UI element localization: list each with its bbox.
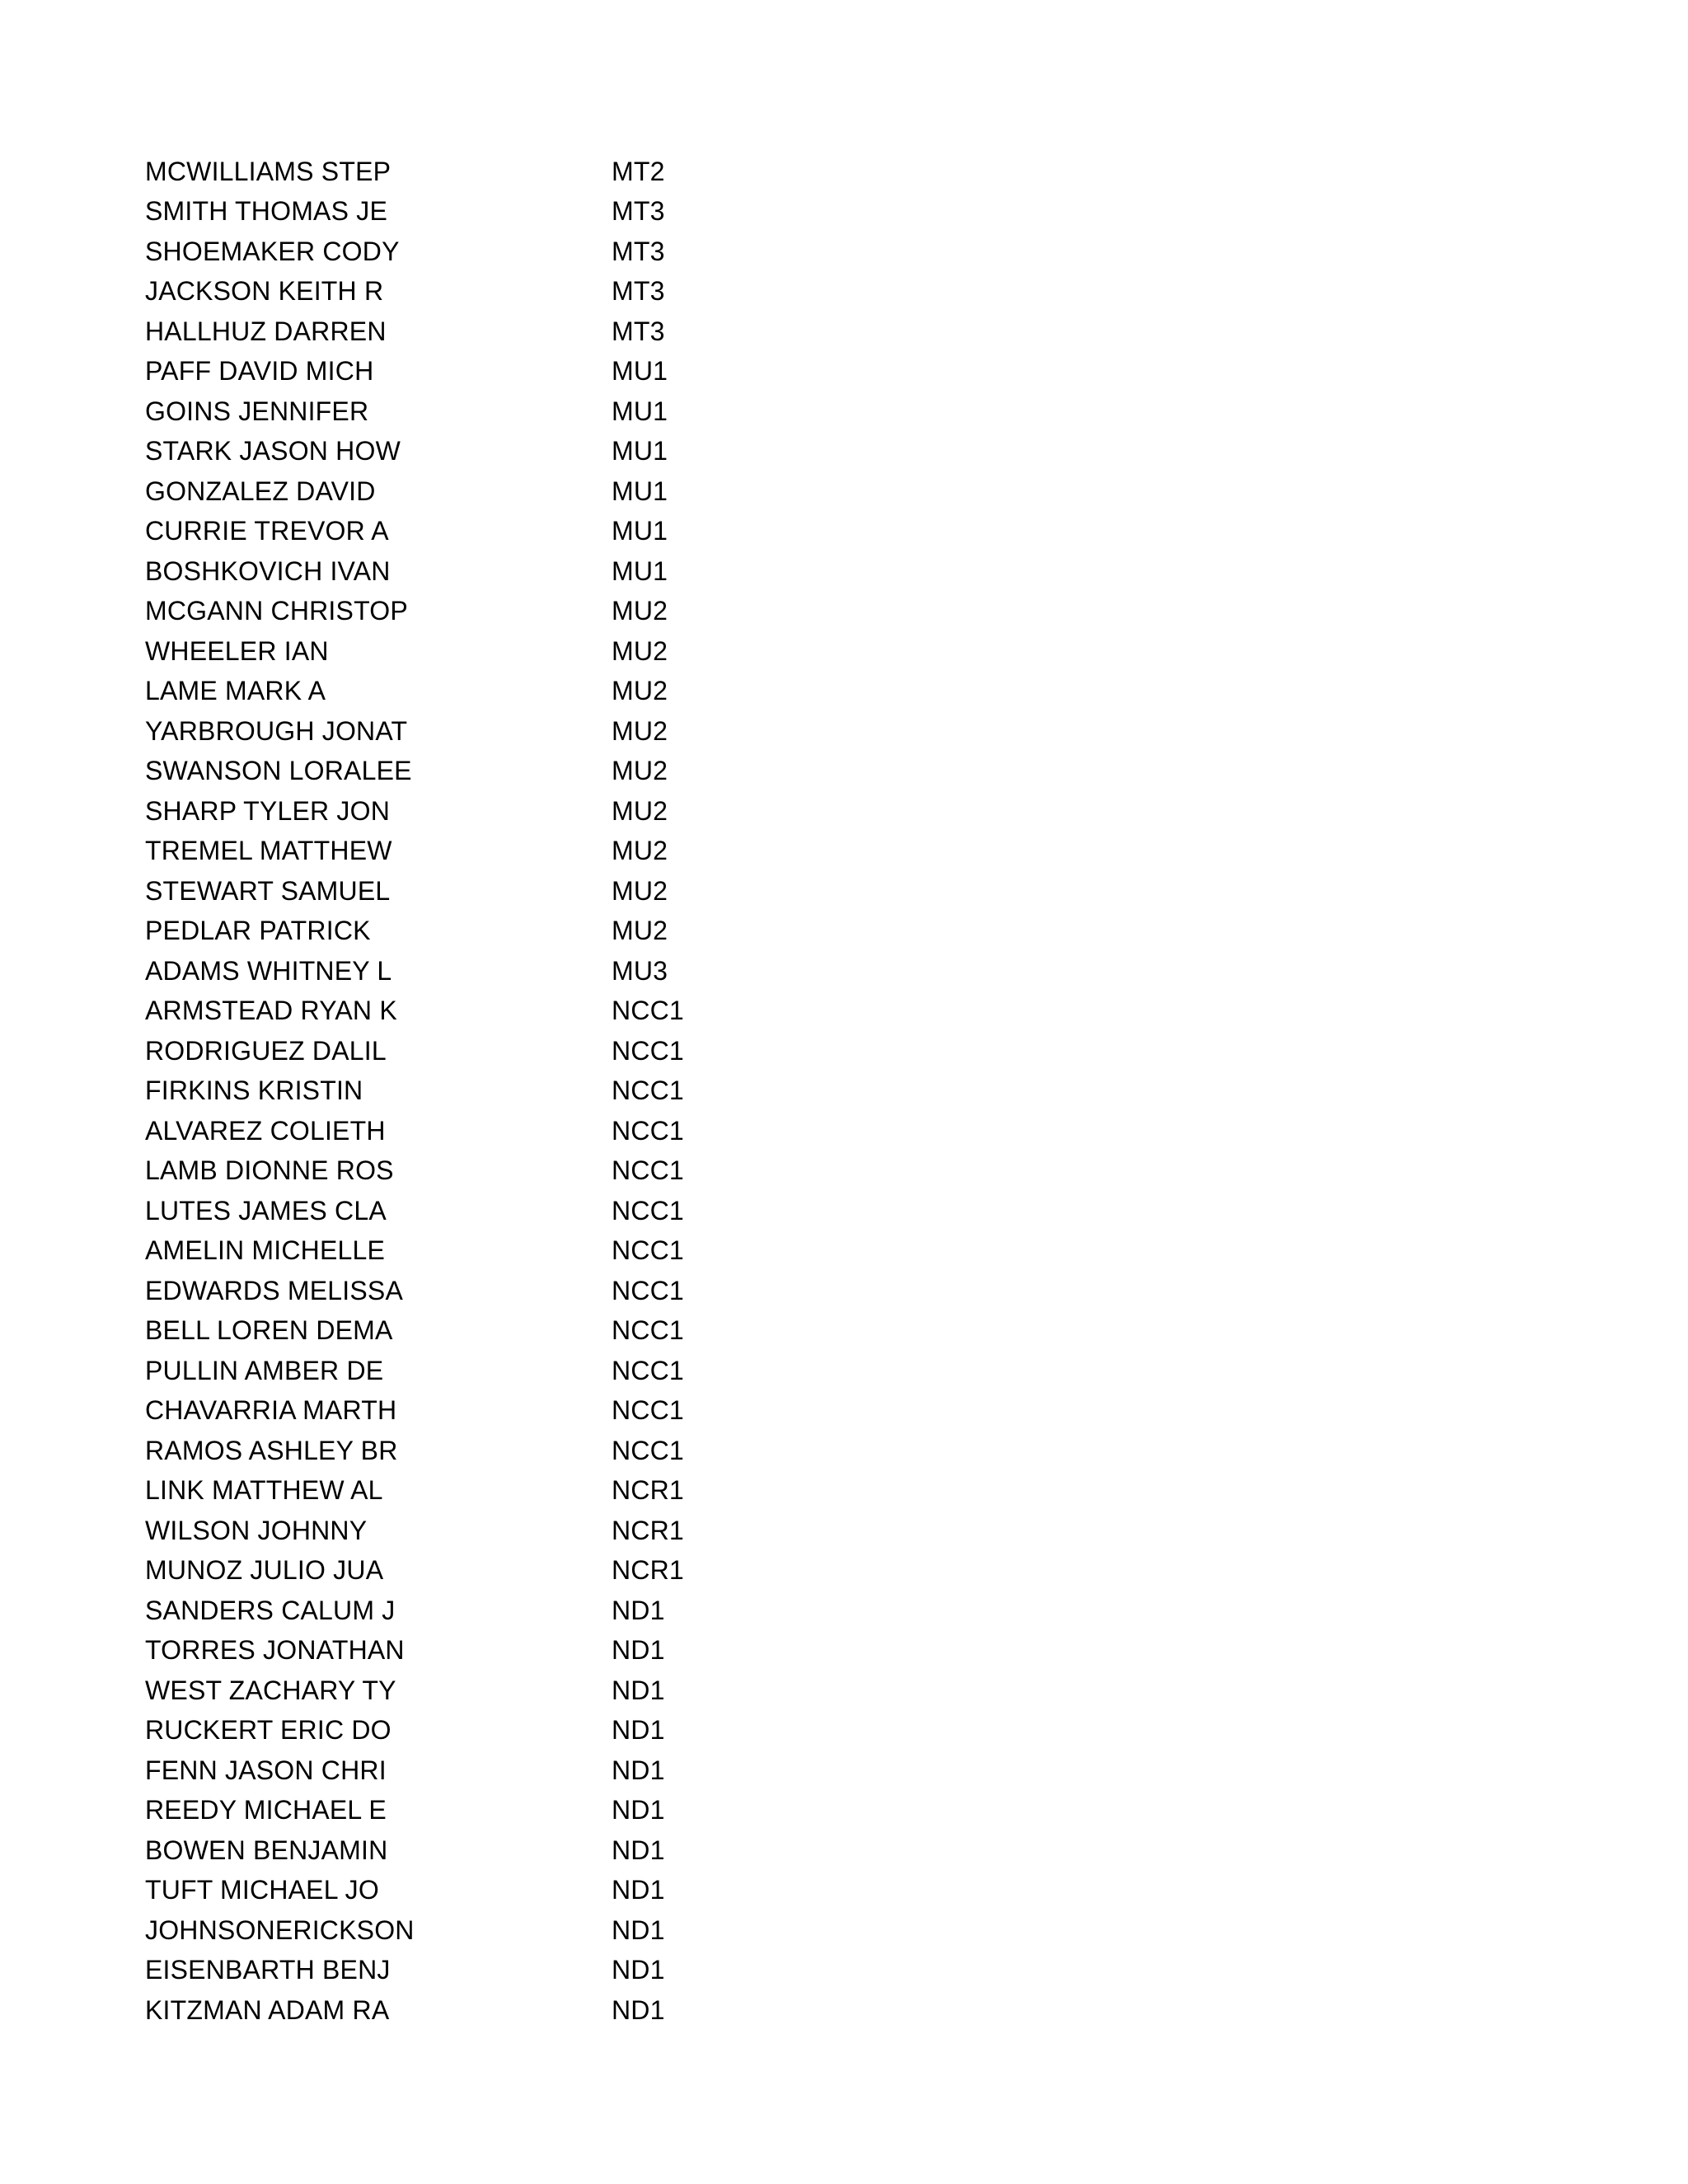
person-name: AMELIN MICHELLE (145, 1235, 386, 1266)
person-name: JACKSON KEITH R (145, 276, 384, 307)
rating-code: NCC1 (612, 1155, 684, 1186)
person-name: PEDLAR PATRICK (145, 916, 371, 946)
rating-code: MT3 (612, 276, 665, 307)
person-name: WILSON JOHNNY (145, 1515, 368, 1545)
list-row (145, 1311, 887, 1352)
list-row (145, 631, 887, 672)
rating-code: NCC1 (612, 1115, 684, 1146)
rating-code: NCR1 (612, 1475, 684, 1506)
list-row (145, 1711, 887, 1751)
list-row (145, 711, 887, 752)
rating-code: MU2 (612, 836, 668, 866)
list-row (145, 1551, 887, 1591)
list-row (145, 1391, 887, 1432)
rating-code: ND1 (612, 1955, 665, 1985)
list-row (145, 192, 887, 232)
list-row (145, 232, 887, 272)
person-name: MCWILLIAMS STEP (145, 156, 392, 186)
person-name: WHEELER IAN (145, 635, 329, 666)
person-name: ARMSTEAD RYAN K (145, 996, 397, 1026)
person-name: YARBROUGH JONAT (145, 715, 408, 746)
list-row (145, 1111, 887, 1151)
list-row (145, 1471, 887, 1511)
list-row (145, 1951, 887, 1991)
list-row (145, 1151, 887, 1192)
rating-code: ND1 (612, 1915, 665, 1945)
person-name: BOWEN BENJAMIN (145, 1835, 388, 1865)
rating-code: ND1 (612, 1835, 665, 1865)
rating-code: MT3 (612, 316, 665, 346)
list-row (145, 912, 887, 952)
person-name: PULLIN AMBER DE (145, 1355, 384, 1385)
person-name: CURRIE TREVOR A (145, 516, 389, 546)
rating-code: NCR1 (612, 1515, 684, 1545)
list-row (145, 752, 887, 792)
rating-code: NCC1 (612, 1395, 684, 1426)
person-name: SMITH THOMAS JE (145, 196, 387, 227)
rating-code: MT2 (612, 156, 665, 186)
rating-code: MU2 (612, 635, 668, 666)
rating-code: NCC1 (612, 1275, 684, 1305)
list-row (145, 951, 887, 991)
rating-code: MU1 (612, 555, 668, 586)
rating-code: MU2 (612, 596, 668, 626)
person-name: SHARP TYLER JON (145, 795, 391, 826)
person-name: LUTES JAMES CLA (145, 1195, 387, 1226)
list-row (145, 1271, 887, 1311)
list-row (145, 1231, 887, 1272)
person-name: HALLHUZ DARREN (145, 316, 387, 346)
list-row (145, 512, 887, 552)
name-code-list (145, 152, 887, 2031)
rating-code: NCC1 (612, 1076, 684, 1106)
person-name: BOSHKOVICH IVAN (145, 555, 391, 586)
rating-code: NCC1 (612, 1355, 684, 1385)
person-name: GOINS JENNIFER (145, 396, 369, 426)
person-name: SANDERS CALUM J (145, 1595, 396, 1625)
list-row (145, 471, 887, 512)
person-name: KITZMAN ADAM RA (145, 1994, 390, 2025)
list-row (145, 1871, 887, 1911)
person-name: FIRKINS KRISTIN (145, 1076, 363, 1106)
rating-code: MU1 (612, 356, 668, 387)
list-row (145, 1910, 887, 1951)
list-row (145, 592, 887, 632)
rating-code: NCC1 (612, 1315, 684, 1346)
rating-code: ND1 (612, 1875, 665, 1905)
person-name: REEDY MICHAEL E (145, 1795, 387, 1825)
person-name: LAME MARK A (145, 676, 326, 706)
rating-code: NCC1 (612, 1235, 684, 1266)
person-name: WEST ZACHARY TY (145, 1675, 396, 1705)
person-name: EISENBARTH BENJ (145, 1955, 391, 1985)
list-row (145, 672, 887, 712)
list-row (145, 1191, 887, 1231)
rating-code: MU2 (612, 916, 668, 946)
person-name: GONZALEZ DAVID (145, 476, 376, 506)
person-name: TREMEL MATTHEW (145, 836, 392, 866)
person-name: MCGANN CHRISTOP (145, 596, 408, 626)
person-name: STEWART SAMUEL (145, 875, 391, 906)
list-row (145, 1591, 887, 1631)
rating-code: MT3 (612, 196, 665, 227)
list-row (145, 432, 887, 472)
rating-code: NCC1 (612, 996, 684, 1026)
person-name: SHOEMAKER CODY (145, 236, 400, 266)
rating-code: MU1 (612, 516, 668, 546)
list-row (145, 152, 887, 192)
list-row (145, 871, 887, 912)
list-row (145, 991, 887, 1032)
person-name: JOHNSONERICKSON (145, 1915, 415, 1945)
rating-code: ND1 (612, 1715, 665, 1746)
person-name: BELL LOREN DEMA (145, 1315, 393, 1346)
rating-code: MU2 (612, 756, 668, 786)
rating-code: ND1 (612, 1675, 665, 1705)
list-row (145, 1031, 887, 1071)
rating-code: NCR1 (612, 1555, 684, 1586)
person-name: SWANSON LORALEE (145, 756, 412, 786)
person-name: MUNOZ JULIO JUA (145, 1555, 384, 1586)
rating-code: MU3 (612, 955, 668, 986)
rating-code: MU1 (612, 436, 668, 466)
list-row (145, 1431, 887, 1471)
person-name: FENN JASON CHRI (145, 1755, 387, 1785)
rating-code: MU1 (612, 476, 668, 506)
rating-code: MU2 (612, 795, 668, 826)
rating-code: MU2 (612, 875, 668, 906)
person-name: CHAVARRIA MARTH (145, 1395, 397, 1426)
person-name: LAMB DIONNE ROS (145, 1155, 394, 1186)
list-row (145, 1830, 887, 1871)
rating-code: NCC1 (612, 1035, 684, 1066)
rating-code: ND1 (612, 1795, 665, 1825)
list-row (145, 1071, 887, 1112)
rating-code: NCC1 (612, 1435, 684, 1465)
list-row (145, 1750, 887, 1791)
person-name: ADAMS WHITNEY L (145, 955, 392, 986)
person-name: STARK JASON HOW (145, 436, 401, 466)
rating-code: NCC1 (612, 1195, 684, 1226)
person-name: ALVAREZ COLIETH (145, 1115, 386, 1146)
list-row (145, 791, 887, 832)
list-row (145, 1990, 887, 2031)
rating-code: MU2 (612, 676, 668, 706)
person-name: PAFF DAVID MICH (145, 356, 374, 387)
list-row (145, 272, 887, 312)
person-name: RODRIGUEZ DALIL (145, 1035, 387, 1066)
list-row (145, 1511, 887, 1551)
list-row (145, 1791, 887, 1831)
list-row (145, 1631, 887, 1671)
list-row (145, 832, 887, 872)
rating-code: MU2 (612, 715, 668, 746)
list-row (145, 1671, 887, 1711)
person-name: EDWARDS MELISSA (145, 1275, 403, 1305)
list-row (145, 551, 887, 592)
list-row (145, 352, 887, 392)
rating-code: MU1 (612, 396, 668, 426)
list-row (145, 312, 887, 352)
rating-code: ND1 (612, 1755, 665, 1785)
person-name: RAMOS ASHLEY BR (145, 1435, 398, 1465)
person-name: TORRES JONATHAN (145, 1635, 405, 1666)
person-name: TUFT MICHAEL JO (145, 1875, 379, 1905)
rating-code: ND1 (612, 1994, 665, 2025)
person-name: RUCKERT ERIC DO (145, 1715, 392, 1746)
list-row (145, 391, 887, 432)
list-row (145, 1351, 887, 1391)
rating-code: MT3 (612, 236, 665, 266)
person-name: LINK MATTHEW AL (145, 1475, 383, 1506)
rating-code: ND1 (612, 1595, 665, 1625)
rating-code: ND1 (612, 1635, 665, 1666)
